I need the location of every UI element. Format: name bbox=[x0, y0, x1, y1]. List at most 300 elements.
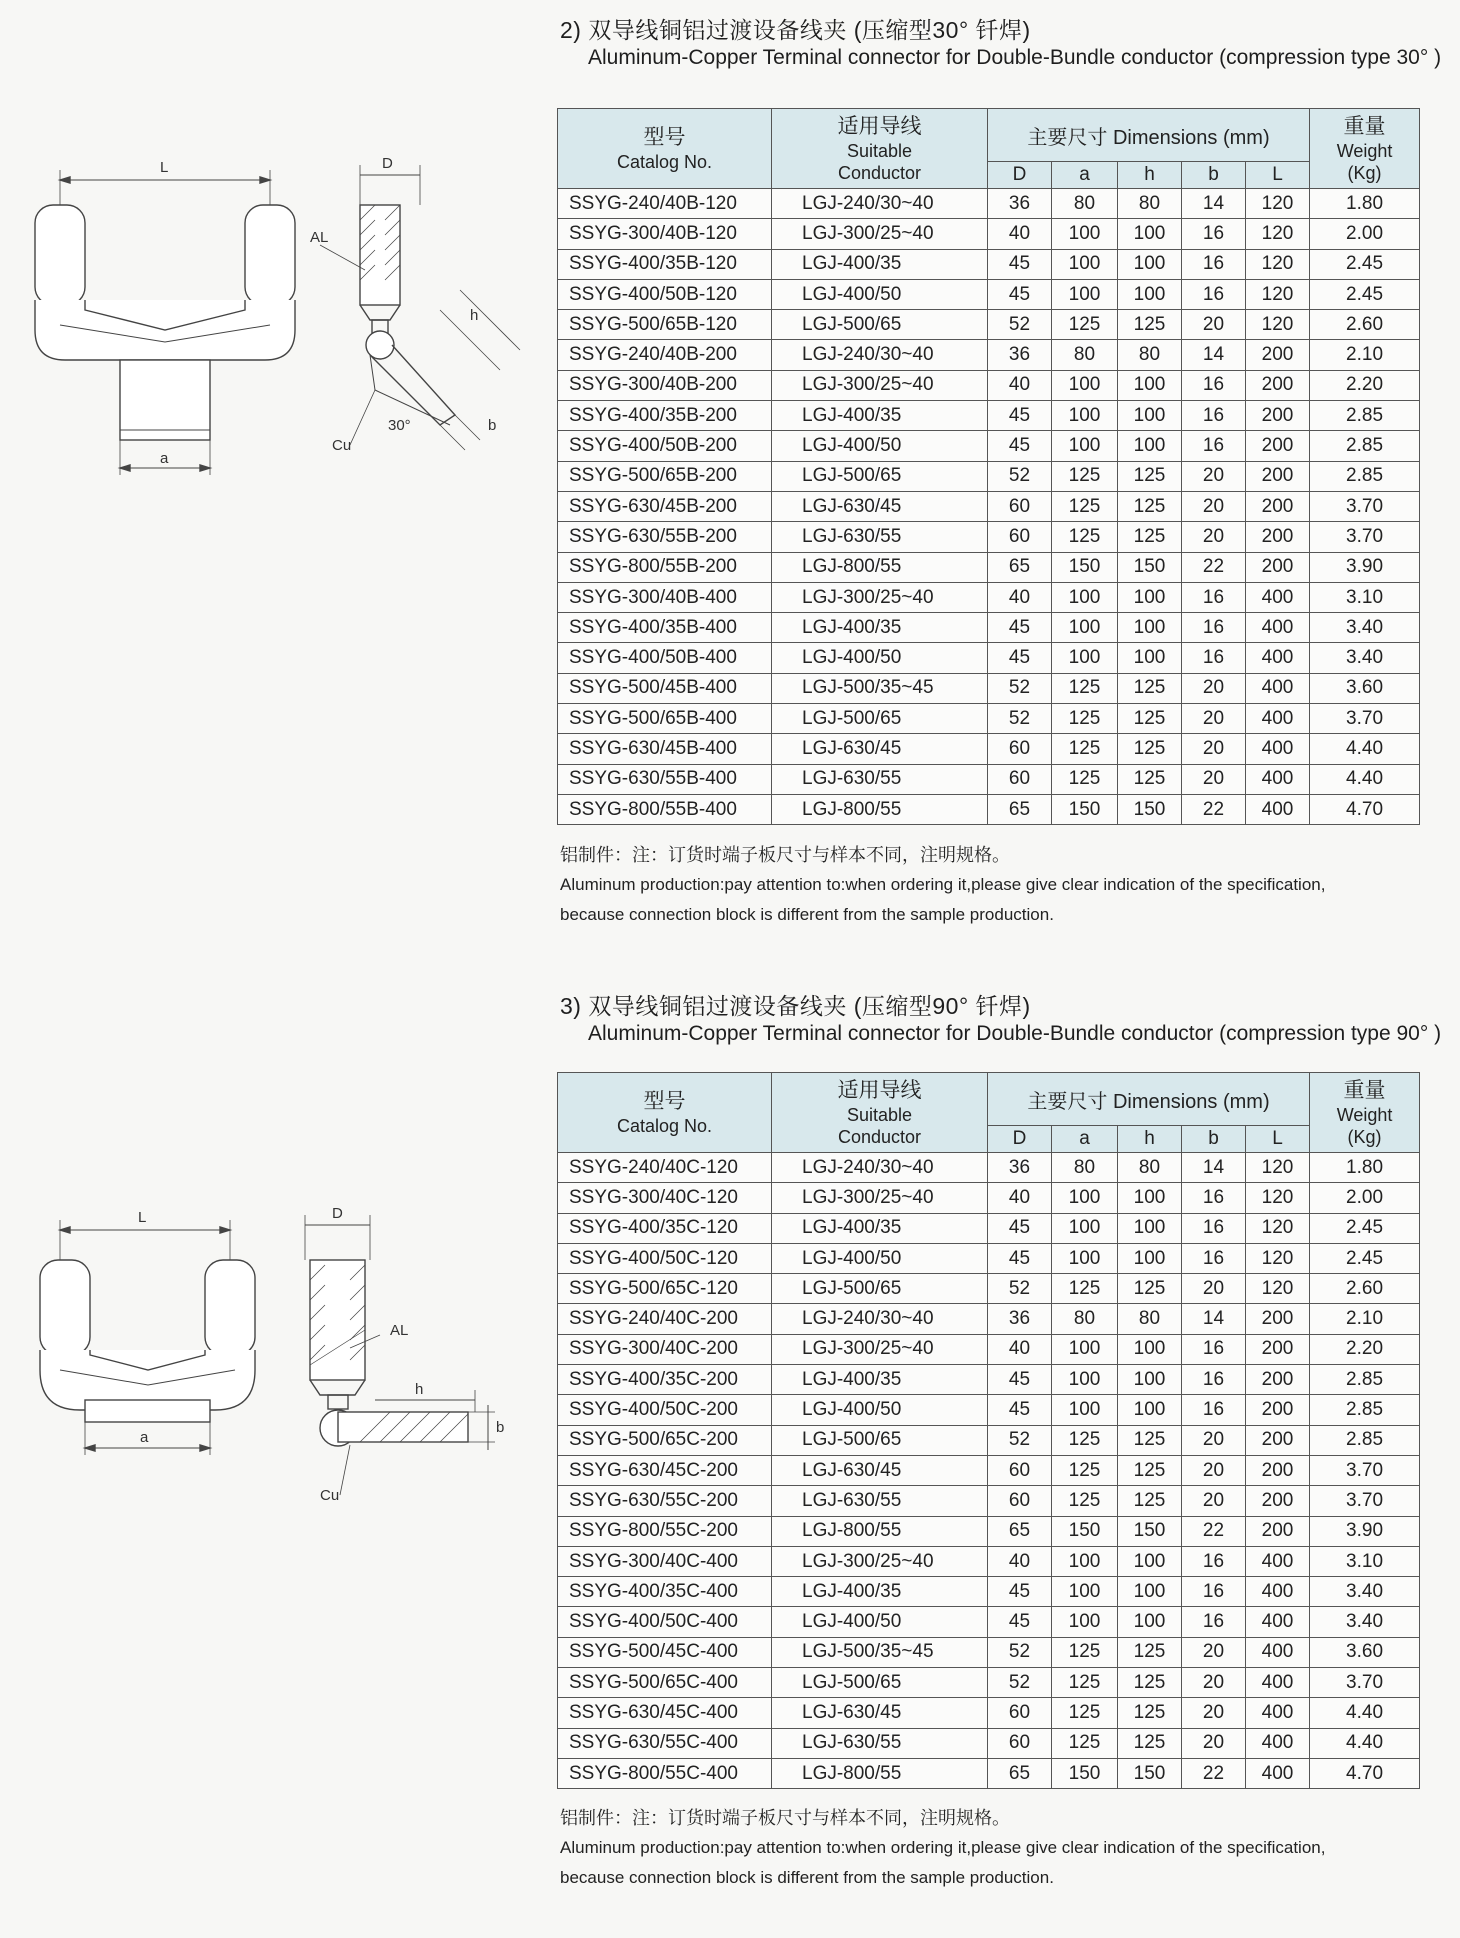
dim-h-cell: 100 bbox=[1118, 401, 1182, 431]
weight-cell: 3.70 bbox=[1310, 704, 1420, 734]
al-label: AL bbox=[310, 229, 329, 246]
dim-D-cell: 40 bbox=[988, 1546, 1052, 1576]
conductor-cell: LGJ-400/35 bbox=[772, 1213, 988, 1243]
weight-cell: 4.70 bbox=[1310, 1758, 1420, 1788]
dim-b-cell: 16 bbox=[1182, 249, 1246, 279]
header-catalog: 型号 Catalog No. bbox=[558, 1073, 772, 1153]
table-row bbox=[558, 1455, 1420, 1485]
dim-D-cell: 45 bbox=[988, 279, 1052, 309]
conductor-cell: LGJ-500/65 bbox=[772, 704, 988, 734]
dim-b-cell: 16 bbox=[1182, 1577, 1246, 1607]
conductor-cell: LGJ-400/50 bbox=[772, 279, 988, 309]
dim-L-cell: 200 bbox=[1246, 340, 1310, 370]
table-row bbox=[558, 673, 1420, 703]
dim-b-cell: 22 bbox=[1182, 1758, 1246, 1788]
dim-a-cell: 80 bbox=[1052, 189, 1118, 219]
dim-b-cell: 20 bbox=[1182, 1668, 1246, 1698]
catalog-cell: SSYG-630/45C-400 bbox=[558, 1698, 772, 1728]
weight-cell: 3.70 bbox=[1310, 522, 1420, 552]
weight-cell: 2.85 bbox=[1310, 431, 1420, 461]
section-90-title-cn: 3) 双导线铜铝过渡设备线夹 (压缩型90° 钎焊) bbox=[560, 993, 1031, 1019]
catalog-cell: SSYG-630/55C-200 bbox=[558, 1486, 772, 1516]
dim-L-cell: 400 bbox=[1246, 582, 1310, 612]
catalog-cell: SSYG-240/40B-120 bbox=[558, 189, 772, 219]
dim-L-cell: 200 bbox=[1246, 1365, 1310, 1395]
table-row bbox=[558, 461, 1420, 491]
dim-a-cell: 125 bbox=[1052, 1486, 1118, 1516]
catalog-cell: SSYG-400/35B-200 bbox=[558, 401, 772, 431]
table-row bbox=[558, 1577, 1420, 1607]
dim-L-cell: 400 bbox=[1246, 613, 1310, 643]
dim-b-cell: 22 bbox=[1182, 1516, 1246, 1546]
dim-h-cell: 100 bbox=[1118, 1546, 1182, 1576]
table-row bbox=[558, 340, 1420, 370]
weight-cell: 2.60 bbox=[1310, 310, 1420, 340]
catalog-cell: SSYG-240/40C-120 bbox=[558, 1153, 772, 1183]
dim-h-cell: 125 bbox=[1118, 704, 1182, 734]
dim-L-cell: 120 bbox=[1246, 189, 1310, 219]
table-row bbox=[558, 1425, 1420, 1455]
weight-cell: 3.70 bbox=[1310, 1486, 1420, 1516]
catalog-cell: SSYG-800/55B-200 bbox=[558, 552, 772, 582]
conductor-cell: LGJ-500/35~45 bbox=[772, 673, 988, 703]
weight-cell: 2.85 bbox=[1310, 401, 1420, 431]
dim-L-cell: 120 bbox=[1246, 1153, 1310, 1183]
conductor-cell: LGJ-500/65 bbox=[772, 1274, 988, 1304]
catalog-cell: SSYG-630/45B-200 bbox=[558, 491, 772, 521]
dim-a-cell: 125 bbox=[1052, 491, 1118, 521]
dim-b-cell: 16 bbox=[1182, 1607, 1246, 1637]
table-row bbox=[558, 1607, 1420, 1637]
note-en-line2: because connection block is different from the sample production. bbox=[560, 905, 1054, 924]
dim-h-cell: 150 bbox=[1118, 1516, 1182, 1546]
dim-D-cell: 36 bbox=[988, 340, 1052, 370]
table-row bbox=[558, 1153, 1420, 1183]
dim-h-cell: 100 bbox=[1118, 219, 1182, 249]
dim-L-cell: 400 bbox=[1246, 1698, 1310, 1728]
dim-L-cell: 200 bbox=[1246, 552, 1310, 582]
dim-a-cell: 100 bbox=[1052, 401, 1118, 431]
dim-D-label: D bbox=[332, 1205, 343, 1222]
dim-h-cell: 100 bbox=[1118, 1365, 1182, 1395]
weight-cell: 3.60 bbox=[1310, 1637, 1420, 1667]
conductor-cell: LGJ-240/30~40 bbox=[772, 189, 988, 219]
dim-a-cell: 80 bbox=[1052, 1153, 1118, 1183]
weight-cell: 4.40 bbox=[1310, 1698, 1420, 1728]
conductor-cell: LGJ-400/35 bbox=[772, 613, 988, 643]
catalog-cell: SSYG-300/40C-200 bbox=[558, 1334, 772, 1364]
dim-L-cell: 400 bbox=[1246, 1607, 1310, 1637]
dim-h-cell: 125 bbox=[1118, 1455, 1182, 1485]
conductor-cell: LGJ-400/35 bbox=[772, 401, 988, 431]
header-D: D bbox=[988, 1126, 1052, 1153]
conductor-cell: LGJ-300/25~40 bbox=[772, 1546, 988, 1576]
dim-h-cell: 125 bbox=[1118, 1728, 1182, 1758]
dim-a-cell: 100 bbox=[1052, 1546, 1118, 1576]
dim-b-cell: 16 bbox=[1182, 1213, 1246, 1243]
conductor-cell: LGJ-400/50 bbox=[772, 643, 988, 673]
dim-h-cell: 125 bbox=[1118, 1668, 1182, 1698]
weight-cell: 2.20 bbox=[1310, 1334, 1420, 1364]
dim-a-cell: 125 bbox=[1052, 1425, 1118, 1455]
dim-a-cell: 125 bbox=[1052, 1668, 1118, 1698]
weight-cell: 1.80 bbox=[1310, 1153, 1420, 1183]
dim-b-cell: 14 bbox=[1182, 340, 1246, 370]
dim-D-cell: 40 bbox=[988, 370, 1052, 400]
weight-cell: 3.70 bbox=[1310, 1455, 1420, 1485]
dim-a-cell: 100 bbox=[1052, 431, 1118, 461]
dim-D-cell: 52 bbox=[988, 1668, 1052, 1698]
catalog-cell: SSYG-400/50C-400 bbox=[558, 1607, 772, 1637]
dim-D-cell: 40 bbox=[988, 219, 1052, 249]
weight-cell: 3.10 bbox=[1310, 582, 1420, 612]
conductor-cell: LGJ-630/55 bbox=[772, 764, 988, 794]
dim-b-cell: 14 bbox=[1182, 189, 1246, 219]
catalog-cell: SSYG-500/65B-400 bbox=[558, 704, 772, 734]
dim-L-cell: 120 bbox=[1246, 1243, 1310, 1273]
conductor-cell: LGJ-500/65 bbox=[772, 461, 988, 491]
dim-b-label: b bbox=[488, 417, 497, 434]
dim-h-cell: 125 bbox=[1118, 1486, 1182, 1516]
dim-L-cell: 200 bbox=[1246, 522, 1310, 552]
header-weight: 重量 Weight (Kg) bbox=[1310, 1073, 1420, 1153]
weight-cell: 3.40 bbox=[1310, 1607, 1420, 1637]
catalog-cell: SSYG-400/35C-400 bbox=[558, 1577, 772, 1607]
dim-L-cell: 200 bbox=[1246, 461, 1310, 491]
table-row bbox=[558, 401, 1420, 431]
dim-a-cell: 100 bbox=[1052, 370, 1118, 400]
weight-cell: 3.70 bbox=[1310, 491, 1420, 521]
catalog-cell: SSYG-500/45C-400 bbox=[558, 1637, 772, 1667]
dim-L-label: L bbox=[160, 159, 169, 176]
dim-L-cell: 200 bbox=[1246, 1516, 1310, 1546]
table-row bbox=[558, 219, 1420, 249]
dim-D-label: D bbox=[382, 155, 393, 172]
dim-a-cell: 150 bbox=[1052, 1758, 1118, 1788]
weight-cell: 2.45 bbox=[1310, 249, 1420, 279]
weight-cell: 2.10 bbox=[1310, 340, 1420, 370]
dim-a-cell: 125 bbox=[1052, 764, 1118, 794]
dim-b-cell: 22 bbox=[1182, 794, 1246, 824]
spec-table-30 bbox=[557, 108, 1420, 825]
conductor-cell: LGJ-800/55 bbox=[772, 1758, 988, 1788]
dim-a-cell: 125 bbox=[1052, 673, 1118, 703]
weight-cell: 4.40 bbox=[1310, 1728, 1420, 1758]
dim-a-cell: 100 bbox=[1052, 1243, 1118, 1273]
dim-b-cell: 16 bbox=[1182, 219, 1246, 249]
dim-L-cell: 200 bbox=[1246, 1304, 1310, 1334]
dim-L-cell: 400 bbox=[1246, 734, 1310, 764]
table-row bbox=[558, 552, 1420, 582]
note-cn: 铝制件：注：订货时端子板尺寸与样本不同，注明规格。 bbox=[560, 845, 1010, 865]
dim-a-cell: 125 bbox=[1052, 310, 1118, 340]
dim-h-cell: 100 bbox=[1118, 613, 1182, 643]
conductor-cell: LGJ-630/45 bbox=[772, 1455, 988, 1485]
dim-a-cell: 125 bbox=[1052, 1455, 1118, 1485]
table-row bbox=[558, 1728, 1420, 1758]
catalog-cell: SSYG-300/40B-200 bbox=[558, 370, 772, 400]
al-label: AL bbox=[390, 1322, 409, 1339]
conductor-cell: LGJ-240/30~40 bbox=[772, 1153, 988, 1183]
dim-a-cell: 100 bbox=[1052, 1334, 1118, 1364]
dim-D-cell: 36 bbox=[988, 1304, 1052, 1334]
dim-L-cell: 200 bbox=[1246, 1486, 1310, 1516]
table-row bbox=[558, 1668, 1420, 1698]
table-row bbox=[558, 1243, 1420, 1273]
weight-cell: 2.60 bbox=[1310, 1274, 1420, 1304]
catalog-cell: SSYG-630/55B-400 bbox=[558, 764, 772, 794]
dim-L-cell: 400 bbox=[1246, 1758, 1310, 1788]
dim-b-cell: 20 bbox=[1182, 764, 1246, 794]
note-en-line1: Aluminum production:pay attention to:when ordering it,please give clear indication of the specification, bbox=[560, 1838, 1326, 1857]
dim-b-cell: 16 bbox=[1182, 401, 1246, 431]
weight-cell: 1.80 bbox=[1310, 189, 1420, 219]
dim-b-cell: 16 bbox=[1182, 370, 1246, 400]
dim-L-cell: 400 bbox=[1246, 764, 1310, 794]
dim-D-cell: 45 bbox=[988, 1243, 1052, 1273]
dim-b-cell: 14 bbox=[1182, 1304, 1246, 1334]
cu-label: Cu bbox=[320, 1487, 340, 1504]
weight-cell: 3.90 bbox=[1310, 1516, 1420, 1546]
dim-h-cell: 80 bbox=[1118, 189, 1182, 219]
dim-a-cell: 125 bbox=[1052, 1637, 1118, 1667]
dim-a-label: a bbox=[160, 450, 169, 467]
dim-L-cell: 400 bbox=[1246, 794, 1310, 824]
catalog-cell: SSYG-500/65C-400 bbox=[558, 1668, 772, 1698]
header-L: L bbox=[1246, 162, 1310, 189]
dim-D-cell: 52 bbox=[988, 673, 1052, 703]
dim-h-cell: 125 bbox=[1118, 522, 1182, 552]
conductor-cell: LGJ-500/65 bbox=[772, 310, 988, 340]
weight-cell: 3.90 bbox=[1310, 552, 1420, 582]
header-h: h bbox=[1118, 162, 1182, 189]
dim-b-cell: 14 bbox=[1182, 1153, 1246, 1183]
dim-h-label: h bbox=[415, 1381, 424, 1398]
dim-a-cell: 100 bbox=[1052, 643, 1118, 673]
section-30-title-cn: 2) 双导线铜铝过渡设备线夹 (压缩型30° 钎焊) bbox=[560, 17, 1031, 43]
dim-D-cell: 52 bbox=[988, 1274, 1052, 1304]
dim-D-cell: 45 bbox=[988, 613, 1052, 643]
dim-b-cell: 20 bbox=[1182, 310, 1246, 340]
table-row bbox=[558, 279, 1420, 309]
dim-h-cell: 125 bbox=[1118, 673, 1182, 703]
dim-b-cell: 20 bbox=[1182, 673, 1246, 703]
table-row bbox=[558, 1274, 1420, 1304]
dim-h-cell: 150 bbox=[1118, 794, 1182, 824]
dim-D-cell: 45 bbox=[988, 431, 1052, 461]
dim-D-cell: 60 bbox=[988, 734, 1052, 764]
header-dimensions: 主要尺寸 Dimensions (mm) bbox=[988, 109, 1310, 162]
dim-D-cell: 45 bbox=[988, 1577, 1052, 1607]
conductor-cell: LGJ-240/30~40 bbox=[772, 1304, 988, 1334]
dim-h-cell: 100 bbox=[1118, 582, 1182, 612]
catalog-cell: SSYG-500/65B-200 bbox=[558, 461, 772, 491]
dim-D-cell: 45 bbox=[988, 643, 1052, 673]
catalog-cell: SSYG-240/40C-200 bbox=[558, 1304, 772, 1334]
weight-cell: 2.45 bbox=[1310, 1213, 1420, 1243]
catalog-cell: SSYG-500/65C-120 bbox=[558, 1274, 772, 1304]
dim-h-cell: 80 bbox=[1118, 1304, 1182, 1334]
dim-a-cell: 125 bbox=[1052, 1728, 1118, 1758]
catalog-cell: SSYG-630/45C-200 bbox=[558, 1455, 772, 1485]
dim-h-cell: 100 bbox=[1118, 1607, 1182, 1637]
table-row bbox=[558, 1213, 1420, 1243]
conductor-cell: LGJ-630/45 bbox=[772, 1698, 988, 1728]
dim-h-cell: 100 bbox=[1118, 1213, 1182, 1243]
conductor-cell: LGJ-300/25~40 bbox=[772, 1334, 988, 1364]
dim-L-cell: 200 bbox=[1246, 1455, 1310, 1485]
dim-h-cell: 100 bbox=[1118, 1243, 1182, 1273]
weight-cell: 2.00 bbox=[1310, 219, 1420, 249]
dim-h-cell: 125 bbox=[1118, 1637, 1182, 1667]
dim-D-cell: 45 bbox=[988, 401, 1052, 431]
dim-h-cell: 100 bbox=[1118, 1395, 1182, 1425]
header-conductor: 适用导线 Suitable Conductor bbox=[772, 1073, 988, 1153]
conductor-cell: LGJ-400/35 bbox=[772, 1365, 988, 1395]
dim-a-cell: 100 bbox=[1052, 219, 1118, 249]
dim-a-cell: 100 bbox=[1052, 1577, 1118, 1607]
dim-h-cell: 100 bbox=[1118, 643, 1182, 673]
dim-D-cell: 60 bbox=[988, 1486, 1052, 1516]
header-weight: 重量 Weight (Kg) bbox=[1310, 109, 1420, 189]
table-row bbox=[558, 1758, 1420, 1788]
conductor-cell: LGJ-630/55 bbox=[772, 1728, 988, 1758]
dim-D-cell: 45 bbox=[988, 1213, 1052, 1243]
dim-h-cell: 125 bbox=[1118, 461, 1182, 491]
dim-D-cell: 52 bbox=[988, 461, 1052, 491]
weight-cell: 3.40 bbox=[1310, 613, 1420, 643]
dim-b-cell: 20 bbox=[1182, 704, 1246, 734]
dim-b-cell: 22 bbox=[1182, 552, 1246, 582]
dim-D-cell: 45 bbox=[988, 1365, 1052, 1395]
dim-h-cell: 125 bbox=[1118, 1425, 1182, 1455]
dim-D-cell: 60 bbox=[988, 1698, 1052, 1728]
dim-L-cell: 120 bbox=[1246, 1183, 1310, 1213]
weight-cell: 2.85 bbox=[1310, 1425, 1420, 1455]
conductor-cell: LGJ-500/65 bbox=[772, 1425, 988, 1455]
catalog-cell: SSYG-300/40C-400 bbox=[558, 1546, 772, 1576]
dim-D-cell: 45 bbox=[988, 1607, 1052, 1637]
catalog-cell: SSYG-500/45B-400 bbox=[558, 673, 772, 703]
dim-L-cell: 120 bbox=[1246, 279, 1310, 309]
dim-D-cell: 36 bbox=[988, 189, 1052, 219]
dim-L-cell: 400 bbox=[1246, 1637, 1310, 1667]
dim-L-cell: 400 bbox=[1246, 1577, 1310, 1607]
catalog-cell: SSYG-630/55C-400 bbox=[558, 1728, 772, 1758]
weight-cell: 4.40 bbox=[1310, 734, 1420, 764]
dim-D-cell: 40 bbox=[988, 582, 1052, 612]
conductor-cell: LGJ-300/25~40 bbox=[772, 219, 988, 249]
catalog-cell: SSYG-400/35C-120 bbox=[558, 1213, 772, 1243]
spec-table-90 bbox=[557, 1072, 1420, 1789]
catalog-cell: SSYG-300/40C-120 bbox=[558, 1183, 772, 1213]
dim-D-cell: 60 bbox=[988, 522, 1052, 552]
header-dimensions: 主要尺寸 Dimensions (mm) bbox=[988, 1073, 1310, 1126]
dim-b-cell: 16 bbox=[1182, 1546, 1246, 1576]
dim-b-cell: 16 bbox=[1182, 613, 1246, 643]
header-conductor: 适用导线 Suitable Conductor bbox=[772, 109, 988, 189]
drawing-30 bbox=[20, 150, 540, 490]
catalog-cell: SSYG-800/55C-400 bbox=[558, 1758, 772, 1788]
dim-L-cell: 200 bbox=[1246, 401, 1310, 431]
dim-b-cell: 16 bbox=[1182, 1334, 1246, 1364]
dim-L-cell: 400 bbox=[1246, 704, 1310, 734]
dim-a-cell: 100 bbox=[1052, 1365, 1118, 1395]
table-row bbox=[558, 1183, 1420, 1213]
weight-cell: 3.60 bbox=[1310, 673, 1420, 703]
catalog-cell: SSYG-500/65C-200 bbox=[558, 1425, 772, 1455]
conductor-cell: LGJ-400/50 bbox=[772, 1243, 988, 1273]
table-row bbox=[558, 613, 1420, 643]
header-D: D bbox=[988, 162, 1052, 189]
dim-a-cell: 125 bbox=[1052, 704, 1118, 734]
angle-label: 30° bbox=[388, 417, 411, 434]
dim-b-cell: 20 bbox=[1182, 1274, 1246, 1304]
dim-h-cell: 100 bbox=[1118, 279, 1182, 309]
catalog-cell: SSYG-400/50C-200 bbox=[558, 1395, 772, 1425]
note-en-line1: Aluminum production:pay attention to:when ordering it,please give clear indication of the specification, bbox=[560, 875, 1326, 894]
catalog-cell: SSYG-400/35B-400 bbox=[558, 613, 772, 643]
dim-h-cell: 125 bbox=[1118, 734, 1182, 764]
dim-D-cell: 52 bbox=[988, 310, 1052, 340]
dim-D-cell: 60 bbox=[988, 1728, 1052, 1758]
dim-a-cell: 125 bbox=[1052, 522, 1118, 552]
weight-cell: 3.10 bbox=[1310, 1546, 1420, 1576]
table-row bbox=[558, 370, 1420, 400]
conductor-cell: LGJ-400/35 bbox=[772, 1577, 988, 1607]
catalog-cell: SSYG-630/55B-200 bbox=[558, 522, 772, 552]
dim-D-cell: 45 bbox=[988, 249, 1052, 279]
weight-cell: 2.45 bbox=[1310, 1243, 1420, 1273]
dim-a-cell: 100 bbox=[1052, 1183, 1118, 1213]
dim-a-cell: 100 bbox=[1052, 613, 1118, 643]
weight-cell: 4.40 bbox=[1310, 764, 1420, 794]
dim-L-cell: 200 bbox=[1246, 1334, 1310, 1364]
dim-a-cell: 100 bbox=[1052, 1607, 1118, 1637]
catalog-cell: SSYG-240/40B-200 bbox=[558, 340, 772, 370]
dim-b-cell: 16 bbox=[1182, 582, 1246, 612]
dim-b-cell: 20 bbox=[1182, 1637, 1246, 1667]
table-row bbox=[558, 1486, 1420, 1516]
dim-b-cell: 16 bbox=[1182, 1183, 1246, 1213]
dim-a-cell: 100 bbox=[1052, 249, 1118, 279]
dim-D-cell: 65 bbox=[988, 1758, 1052, 1788]
dim-a-cell: 150 bbox=[1052, 552, 1118, 582]
conductor-cell: LGJ-800/55 bbox=[772, 1516, 988, 1546]
dim-h-label: h bbox=[470, 307, 479, 324]
dim-h-cell: 100 bbox=[1118, 249, 1182, 279]
catalog-cell: SSYG-400/50B-200 bbox=[558, 431, 772, 461]
dim-D-cell: 36 bbox=[988, 1153, 1052, 1183]
weight-cell: 2.85 bbox=[1310, 1365, 1420, 1395]
dim-D-cell: 65 bbox=[988, 552, 1052, 582]
dim-L-cell: 120 bbox=[1246, 219, 1310, 249]
dim-a-cell: 80 bbox=[1052, 340, 1118, 370]
dim-D-cell: 65 bbox=[988, 1516, 1052, 1546]
dim-a-cell: 125 bbox=[1052, 461, 1118, 491]
dim-L-cell: 400 bbox=[1246, 1668, 1310, 1698]
conductor-cell: LGJ-400/35 bbox=[772, 249, 988, 279]
dim-b-cell: 20 bbox=[1182, 1698, 1246, 1728]
weight-cell: 3.40 bbox=[1310, 1577, 1420, 1607]
dim-D-cell: 52 bbox=[988, 1425, 1052, 1455]
dim-b-cell: 20 bbox=[1182, 1425, 1246, 1455]
table-row bbox=[558, 1516, 1420, 1546]
conductor-cell: LGJ-630/55 bbox=[772, 522, 988, 552]
dim-h-cell: 125 bbox=[1118, 764, 1182, 794]
catalog-cell: SSYG-400/35B-120 bbox=[558, 249, 772, 279]
weight-cell: 3.40 bbox=[1310, 643, 1420, 673]
